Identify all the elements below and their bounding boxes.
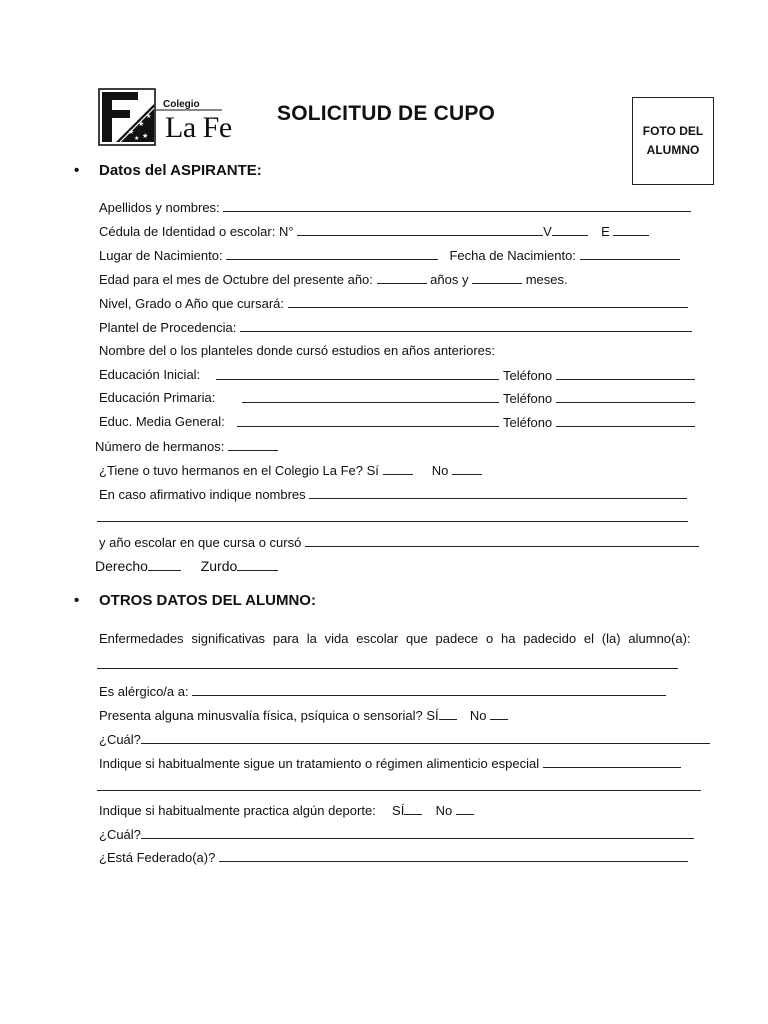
label-fecha-nacimiento: Fecha de Nacimiento: (449, 248, 576, 263)
row-primaria-telefono (503, 390, 695, 407)
section-applicant-title: Datos del ASPIRANTE: (99, 162, 262, 179)
label-alergico: Es alérgico/a a: (99, 684, 189, 699)
row-alergico (99, 683, 666, 700)
label-enfermedades: Enfermedades significativas para la vida escolar que padece o ha padecido el (la) alumno(a): (99, 631, 691, 646)
logo-small-text: Colegio (163, 99, 200, 110)
label-afirmativo: En caso afirmativo indique nombres (99, 487, 306, 502)
label-tratamiento: Indique si habitualmente sigue un tratamiento o régimen alimenticio especial (99, 756, 540, 771)
label-meses: meses. (525, 272, 568, 287)
svg-text:★: ★ (128, 128, 135, 136)
label-deporte-no: No (435, 803, 453, 818)
label-hermanos: Número de hermanos: (95, 439, 225, 454)
row-tratamiento (99, 755, 681, 772)
field-nivel[interactable] (288, 295, 688, 308)
svg-text:★: ★ (134, 135, 140, 142)
row-hermanos (95, 438, 278, 455)
row-cedula (99, 223, 649, 240)
field-primaria[interactable] (242, 390, 499, 403)
field-deporte-si[interactable] (404, 802, 422, 815)
row-enfermedades (99, 631, 715, 647)
field-minusvalia-si[interactable] (439, 707, 457, 720)
row-primaria (99, 390, 215, 406)
field-inicial[interactable] (216, 367, 499, 380)
label-tiene-hermanos: ¿Tiene o tuvo hermanos en el Colegio La Fe? Sí (99, 463, 379, 478)
field-telefono-inicial[interactable] (556, 367, 695, 380)
row-edad (99, 271, 568, 288)
field-derecho[interactable] (148, 558, 181, 571)
field-apellidos[interactable] (223, 199, 691, 212)
label-derecho: Derecho (95, 558, 148, 574)
section-student-title: OTROS DATOS DEL ALUMNO: (99, 592, 316, 609)
label-primaria: Educación Primaria: (99, 390, 216, 405)
field-cual-deporte[interactable] (141, 826, 694, 839)
field-cedula-e[interactable] (613, 223, 649, 236)
field-cual[interactable] (141, 731, 710, 744)
field-minusvalia-no[interactable] (490, 707, 508, 720)
label-zurdo: Zurdo (200, 558, 238, 574)
label-hermanos-no: No (431, 463, 449, 478)
row-anio-escolar (99, 534, 699, 551)
field-alergico[interactable] (192, 683, 666, 696)
field-hermanos[interactable] (228, 438, 278, 451)
field-plantel[interactable] (240, 319, 692, 332)
label-anios: años y (430, 272, 469, 287)
label-cual: ¿Cuál? (99, 732, 141, 747)
row-nivel (99, 295, 688, 312)
label-deporte-si: SÍ (392, 803, 405, 818)
field-zurdo[interactable] (237, 558, 278, 571)
label-plantel: Plantel de Procedencia: (99, 320, 237, 335)
row-nombre-planteles (99, 343, 495, 359)
svg-text:★: ★ (146, 113, 152, 120)
row-afirmativo (99, 486, 687, 503)
field-telefono-primaria[interactable] (556, 390, 695, 403)
page-title: SOLICITUD DE CUPO (277, 102, 496, 125)
label-edad: Edad para el mes de Octubre del presente año: (99, 272, 373, 287)
label-apellidos: Apellidos y nombres: (99, 200, 220, 215)
bullet-icon: • (74, 592, 80, 609)
label-federado: ¿Está Federado(a)? (99, 850, 216, 865)
field-tratamiento-line2[interactable] (97, 790, 701, 791)
photo-box (632, 97, 714, 185)
section-applicant-heading (74, 162, 262, 179)
field-anio-escolar[interactable] (305, 534, 699, 547)
field-fecha-nacimiento[interactable] (580, 247, 680, 260)
row-media-telefono (503, 414, 695, 431)
label-cedula: Cédula de Identidad o escolar: N° (99, 224, 294, 239)
row-plantel (99, 319, 692, 336)
row-cual (99, 731, 710, 748)
label-telefono-inicial: Teléfono (503, 368, 553, 383)
svg-text:★: ★ (142, 132, 149, 140)
label-inicial: Educación Inicial: (99, 367, 201, 382)
row-cual-deporte (99, 826, 694, 843)
field-enfermedades[interactable] (97, 668, 678, 669)
field-deporte-no[interactable] (456, 802, 474, 815)
field-edad-anios[interactable] (377, 271, 427, 284)
field-cedula[interactable] (297, 223, 543, 236)
row-federado (99, 849, 688, 866)
field-lugar-nacimiento[interactable] (226, 247, 438, 260)
field-media[interactable] (237, 414, 499, 427)
row-apellidos (99, 199, 691, 216)
label-cual-deporte: ¿Cuál? (99, 827, 141, 842)
bullet-icon: • (74, 162, 80, 179)
label-media: Educ. Media General: (99, 414, 225, 429)
label-cedula-e: E (601, 224, 610, 239)
section-student-heading (74, 592, 316, 609)
field-cedula-v[interactable] (552, 223, 588, 236)
row-media (99, 414, 225, 430)
label-lugar-nacimiento: Lugar de Nacimiento: (99, 248, 223, 263)
field-federado[interactable] (219, 849, 688, 862)
field-tratamiento[interactable] (543, 755, 681, 768)
label-anio-escolar: y año escolar en que cursa o cursó (99, 535, 302, 550)
label-nivel: Nivel, Grado o Año que cursará: (99, 296, 284, 311)
photo-label-line2: ALUMNO (646, 143, 700, 157)
row-inicial (99, 367, 200, 383)
row-nacimiento (99, 247, 680, 264)
svg-text:★: ★ (138, 120, 145, 128)
label-deporte: Indique si habitualmente practica algún deporte: (99, 803, 376, 818)
field-afirmativo-line2[interactable] (97, 521, 688, 522)
row-lateralidad (95, 558, 278, 574)
label-telefono-primaria: Teléfono (503, 391, 553, 406)
field-edad-meses[interactable] (472, 271, 522, 284)
row-tiene-hermanos (99, 462, 482, 479)
photo-label-line1: FOTO DEL (642, 124, 704, 138)
label-telefono-media: Teléfono (503, 415, 553, 430)
field-hermanos-si[interactable] (383, 462, 413, 475)
field-afirmativo[interactable] (309, 486, 687, 499)
label-minusvalia-no: No (469, 708, 487, 723)
row-inicial-telefono (503, 367, 695, 384)
field-telefono-media[interactable] (556, 414, 695, 427)
label-cedula-v: V (543, 224, 552, 239)
row-minusvalia (99, 707, 508, 724)
field-hermanos-no[interactable] (452, 462, 482, 475)
label-nombre-planteles: Nombre del o los planteles donde cursó estudios en años anteriores: (99, 343, 496, 358)
logo-big-text: La Fe (165, 111, 232, 144)
row-deporte (99, 802, 474, 819)
label-minusvalia: Presenta alguna minusvalía física, psíquica o sensorial? SÍ (99, 708, 439, 723)
